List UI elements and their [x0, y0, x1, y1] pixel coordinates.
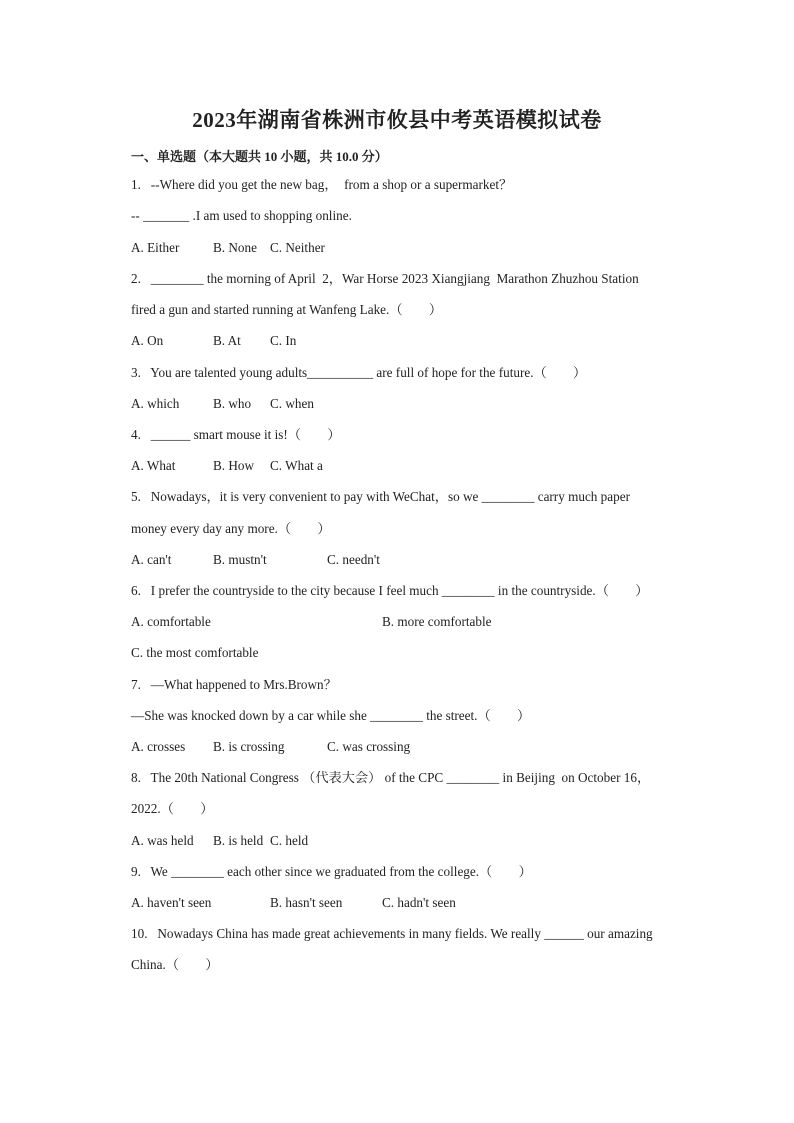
question-7-text: 7. —What happened to Mrs.Brown？: [131, 677, 337, 692]
q6-option-c: C. the most comfortable: [131, 645, 259, 660]
q9-option-a: A. haven't seen: [131, 895, 212, 910]
q5-option-a: A. can't: [131, 552, 172, 567]
q3-option-a: A. which: [131, 396, 180, 411]
q7-option-a: A. crosses: [131, 739, 186, 754]
q7-option-b: B. is crossing: [213, 739, 285, 754]
q4-option-b: B. How: [213, 458, 255, 473]
q2-option-b: B. At: [213, 333, 241, 348]
q1-option-a: A. Either: [131, 240, 180, 255]
q9-option-c: C. hadn't seen: [382, 895, 456, 910]
question-2-text-cont: fired a gun and started running at Wanfeng Lake.（ ）: [131, 302, 443, 317]
page-title: 2023年湖南省株洲市攸县中考英语模拟试卷: [192, 108, 602, 132]
question-10-text-cont: China.（ ）: [131, 957, 219, 972]
question-8-text-cont: 2022.（ ）: [131, 801, 214, 816]
q8-option-b: B. is held: [213, 833, 264, 848]
q8-option-a: A. was held: [131, 833, 194, 848]
question-1-text: 1. --Where did you get the new bag， from a shop or a supermarket？: [131, 177, 513, 192]
question-5-text: 5. Nowadays，it is very convenient to pay with WeChat，so we ________ carry much paper: [131, 489, 630, 504]
question-1-response: -- _______ .I am used to shopping online.: [131, 208, 352, 223]
question-6-text: 6. I prefer the countryside to the city because I feel much ________ in the countryside.（ ）: [131, 583, 649, 598]
q1-option-c: C. Neither: [270, 240, 325, 255]
q7-option-c: C. was crossing: [327, 739, 411, 754]
q5-option-b: B. mustn't: [213, 552, 267, 567]
q1-option-b: B. None: [213, 240, 257, 255]
question-7-response: —She was knocked down by a car while she ________ the street.（ ）: [131, 708, 531, 723]
q3-option-c: C. when: [270, 396, 314, 411]
question-2-text: 2. ________ the morning of April 2，War Horse 2023 Xiangjiang Marathon Zhuzhou Station: [131, 271, 639, 286]
q4-option-a: A. What: [131, 458, 176, 473]
question-4-text: 4. ______ smart mouse it is!（ ）: [131, 427, 341, 442]
question-9-text: 9. We ________ each other since we graduated from the college.（ ）: [131, 864, 532, 879]
q2-option-c: C. In: [270, 333, 297, 348]
question-5-text-cont: money every day any more.（ ）: [131, 521, 331, 536]
q9-option-b: B. hasn't seen: [270, 895, 343, 910]
q2-option-a: A. On: [131, 333, 164, 348]
q3-option-b: B. who: [213, 396, 252, 411]
question-3-text: 3. You are talented young adults__________ are full of hope for the future.（ ）: [131, 365, 587, 380]
q8-option-c: C. held: [270, 833, 309, 848]
question-10-text: 10. Nowadays China has made great achievements in many fields. We really ______ our amazing: [131, 926, 653, 941]
question-8-text: 8. The 20th National Congress （代表大会） of the CPC ________ in Beijing on October 16，: [131, 770, 651, 785]
q5-option-c: C. needn't: [327, 552, 380, 567]
section-heading: 一、单选题（本大题共 10 小题，共 10.0 分）: [131, 149, 388, 164]
q6-option-b: B. more comfortable: [382, 614, 492, 629]
q6-option-a: A. comfortable: [131, 614, 211, 629]
q4-option-c: C. What a: [270, 458, 323, 473]
